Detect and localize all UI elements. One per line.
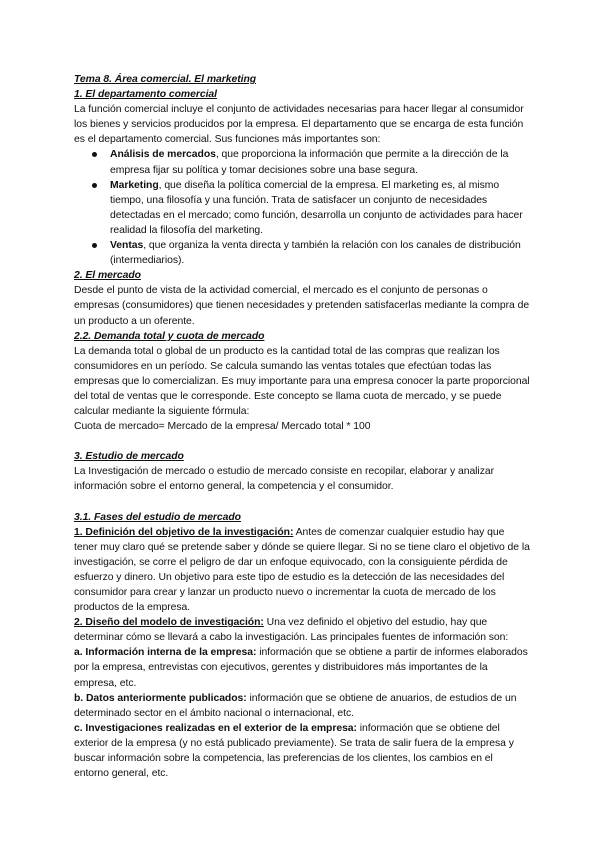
source-c-text: información que se obtiene del exterior de la empresa (y no está publicado previamente). Se trata de salir fuera de la empresa y buscar información sobre la competencia, las preferencias de los clientes, los cambios en el entorno general, etc. bbox=[74, 722, 514, 780]
list-item-text: , que proporciona la información que permite a la dirección de la empresa fijar su política y tomar decisiones sobre una base segura. bbox=[110, 149, 509, 176]
section-1-list bbox=[74, 147, 530, 268]
section-1-heading: 1. El departamento comercial bbox=[74, 89, 217, 101]
section-3-text: La Investigación de mercado o estudio de mercado consiste en recopilar, elaborar y analizar información sobre el entorno general, la competencia y el consumidor. bbox=[74, 466, 494, 493]
phase-1-label: 1. Definición del objetivo de la investigación: bbox=[74, 526, 294, 538]
source-c-label: c. Investigaciones realizadas en el exterior de la empresa: bbox=[74, 722, 357, 734]
market-share-formula: Cuota de mercado= Mercado de la empresa/ Mercado total * 100 bbox=[74, 421, 371, 433]
phase-2-paragraph bbox=[74, 615, 530, 645]
spacer bbox=[74, 434, 530, 449]
source-b-paragraph bbox=[74, 691, 530, 721]
list-item-term: Ventas bbox=[110, 240, 144, 252]
section-3-1-heading: 3.1. Fases del estudio de mercado bbox=[74, 511, 241, 523]
list-item-text: , que organiza la venta directa y también la relación con los canales de distribución (intermediarios). bbox=[110, 240, 521, 267]
section-1-intro: La función comercial incluye el conjunto de actividades necesarias para hacer llegar al consumidor los bienes y servicios producidos por la empresa. El departamento que se encarga de esta función es el departamento comercial. Sus funciones más importantes son: bbox=[74, 104, 524, 146]
source-b-text: información que se obtiene de anuarios, de estudios de un determinado sector en el ámbito nacional o internacional, etc. bbox=[74, 692, 517, 719]
phase-1-text: Antes de comenzar cualquier estudio hay que tener muy claro qué se pretende saber y dónde se quiere llegar. Si no se tiene claro el objetivo de la investigación, se corre el peligro de dar un enfoque equivocado, con la consiguiente pérdida de esfuerzo y dinero. Un objetivo para este tipo de estudio es la detección de las necesidades del consumidor para crear y lanzar un producto nuevo o incrementar la cuota de mercado de los productos de la empresa. bbox=[74, 526, 530, 614]
source-a-label: a. Información interna de la empresa: bbox=[74, 647, 257, 659]
source-a-paragraph bbox=[74, 645, 530, 690]
section-2-text: Desde el punto de vista de la actividad comercial, el mercado es el conjunto de personas o empresas (consumidores) que tienen necesidades y pretenden satisfacerlas mediante la compra de un producto a un oferente. bbox=[74, 285, 530, 327]
phase-2-text: Una vez definido el objetivo del estudio, hay que determinar cómo se llevará a cabo la investigación. Las principales fuentes de información son: bbox=[74, 617, 509, 644]
phase-2-label: 2. Diseño del modelo de investigación: bbox=[74, 617, 264, 629]
section-3-heading: 3. Estudio de mercado bbox=[74, 451, 184, 463]
document-title: Tema 8. Área comercial. El marketing bbox=[74, 74, 257, 85]
source-b-label: b. Datos anteriormente publicados: bbox=[74, 692, 247, 704]
section-2-2-heading: 2.2. Demanda total y cuota de mercado bbox=[74, 330, 265, 342]
phase-1-paragraph bbox=[74, 525, 530, 616]
list-item bbox=[100, 147, 530, 177]
section-2-2-text: La demanda total o global de un producto es la cantidad total de las compras que realizan los consumidores en un período. Se calcula sumando las ventas totales que efectúan todas las empresas que lo comercializan. Es muy importante para una empresa conocer la parte proporcional del total de ventas que le corresponde. Este concepto se llama cuota de mercado, y se puede calcular mediante la siguiente fórmula: bbox=[74, 345, 530, 418]
section-2-heading: 2. El mercado bbox=[74, 270, 141, 282]
list-item-term: Análisis de mercados bbox=[110, 149, 216, 161]
list-item-term: Marketing bbox=[110, 179, 159, 191]
spacer bbox=[74, 495, 530, 510]
source-a-text: información que se obtiene a partir de informes elaborados por la empresa, entrevistas con ejecutivos, gerentes y distribuidores más importantes de la empresa, etc. bbox=[74, 647, 528, 689]
list-item-text: , que diseña la política comercial de la empresa. El marketing es, al mismo tiempo, una filosofía y una función. Trata de satisfacer un conjunto de necesidades detectadas en el mercado; como función, desarrolla un conjunto de actividades para hacer realidad la filosofía del marketing. bbox=[110, 179, 523, 236]
list-item bbox=[100, 238, 530, 268]
list-item bbox=[100, 178, 530, 238]
source-c-paragraph bbox=[74, 721, 530, 781]
